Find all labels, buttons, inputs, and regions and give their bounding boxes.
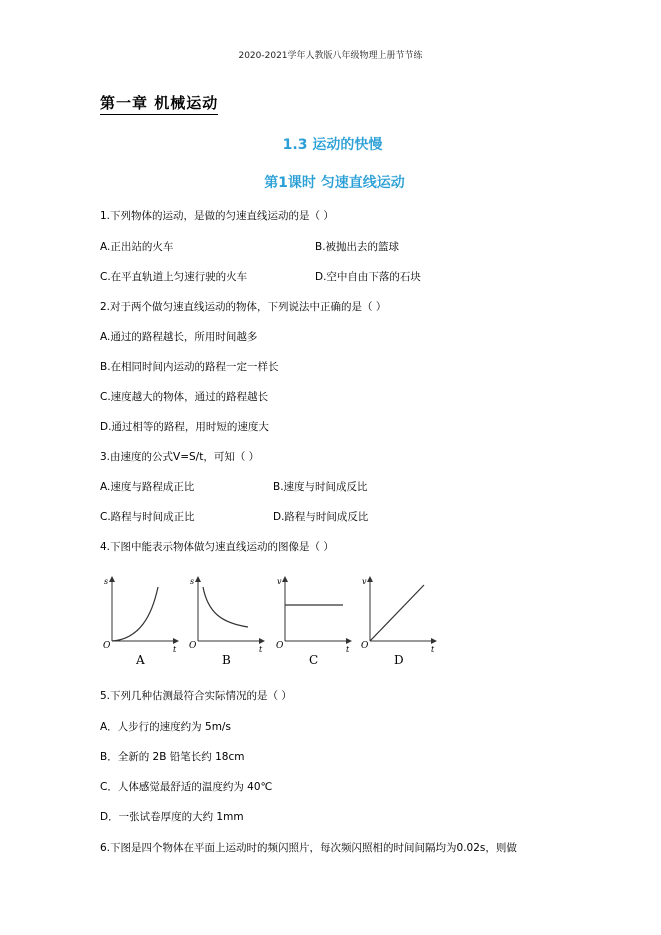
graph-a-letter: A — [136, 653, 145, 667]
graph-a-xlabel: t — [173, 645, 177, 654]
question-1-option-b: B.被抛出去的篮球 — [315, 241, 400, 253]
question-4-stem: 4.下图中能表示物体做匀速直线运动的图像是（ ） — [100, 541, 334, 553]
question-5-stem: 5.下列几种估测最符合实际情况的是（ ） — [100, 690, 292, 702]
question-3-option-c: C.路程与时间成正比 — [100, 511, 195, 523]
question-2-option-a: A.通过的路程越长，所用时间越多 — [100, 331, 258, 343]
graph-c-ylabel: v — [277, 577, 282, 586]
graph-b-letter: B — [222, 653, 231, 667]
graph-d-xlabel: t — [431, 645, 435, 654]
graph-c-xlabel: t — [346, 645, 350, 654]
graph-c-origin: O — [276, 641, 284, 651]
graph-d — [358, 575, 438, 670]
graph-b — [186, 575, 266, 670]
question-3-stem: 3.由速度的公式V=S/t，可知（ ） — [100, 451, 260, 463]
lesson-title: 第1课时 匀速直线运动 — [264, 175, 405, 191]
question-5-option-d: D．一张试卷厚度的大约 1mm — [100, 811, 244, 823]
page-header: 2020-2021学年人教版八年级物理上册节节练 — [238, 51, 423, 61]
graph-a-origin: O — [103, 641, 111, 651]
graph-d-origin: O — [361, 641, 369, 651]
question-1-option-d: D.空中自由下落的石块 — [315, 271, 421, 283]
graph-b-origin: O — [189, 641, 197, 651]
question-1-option-c: C.在平直轨道上匀速行驶的火车 — [100, 271, 248, 283]
question-6-stem: 6.下图是四个物体在平面上运动时的频闪照片，每次频闪照相的时间间隔均为0.02s，则做 — [100, 842, 517, 854]
graph-a-ylabel: s — [104, 577, 109, 586]
graph-c-letter: C — [309, 653, 319, 667]
question-3-option-d: D.路程与时间成反比 — [273, 511, 369, 523]
chapter-title: 第一章 机械运动 — [100, 92, 218, 115]
question-1-stem: 1.下列物体的运动，是做的匀速直线运动的是（ ） — [100, 210, 334, 222]
graph-d-ylabel: v — [362, 577, 367, 586]
question-5-option-a: A．人步行的速度约为 5m/s — [100, 721, 231, 733]
question-3-option-b: B.速度与时间成反比 — [273, 481, 368, 493]
graph-a — [100, 575, 180, 670]
question-1-option-a: A.正出站的火车 — [100, 241, 174, 253]
question-5-option-b: B．全新的 2B 铅笔长约 18cm — [100, 751, 245, 763]
graph-b-ylabel: s — [190, 577, 195, 586]
question-2-option-b: B.在相同时间内运动的路程一定一样长 — [100, 361, 279, 373]
question-2-option-d: D.通过相等的路程，用时短的速度大 — [100, 421, 269, 433]
graph-d-letter: D — [394, 653, 404, 667]
question-3-option-a: A.速度与路程成正比 — [100, 481, 195, 493]
section-title: 1.3 运动的快慢 — [282, 137, 383, 153]
graph-c — [273, 575, 353, 670]
question-5-option-c: C．人体感觉最舒适的温度约为 40℃ — [100, 781, 273, 793]
question-2-stem: 2.对于两个做匀速直线运动的物体，下列说法中正确的是（ ） — [100, 301, 387, 313]
question-2-option-c: C.速度越大的物体，通过的路程越长 — [100, 391, 269, 403]
graph-b-xlabel: t — [259, 645, 263, 654]
